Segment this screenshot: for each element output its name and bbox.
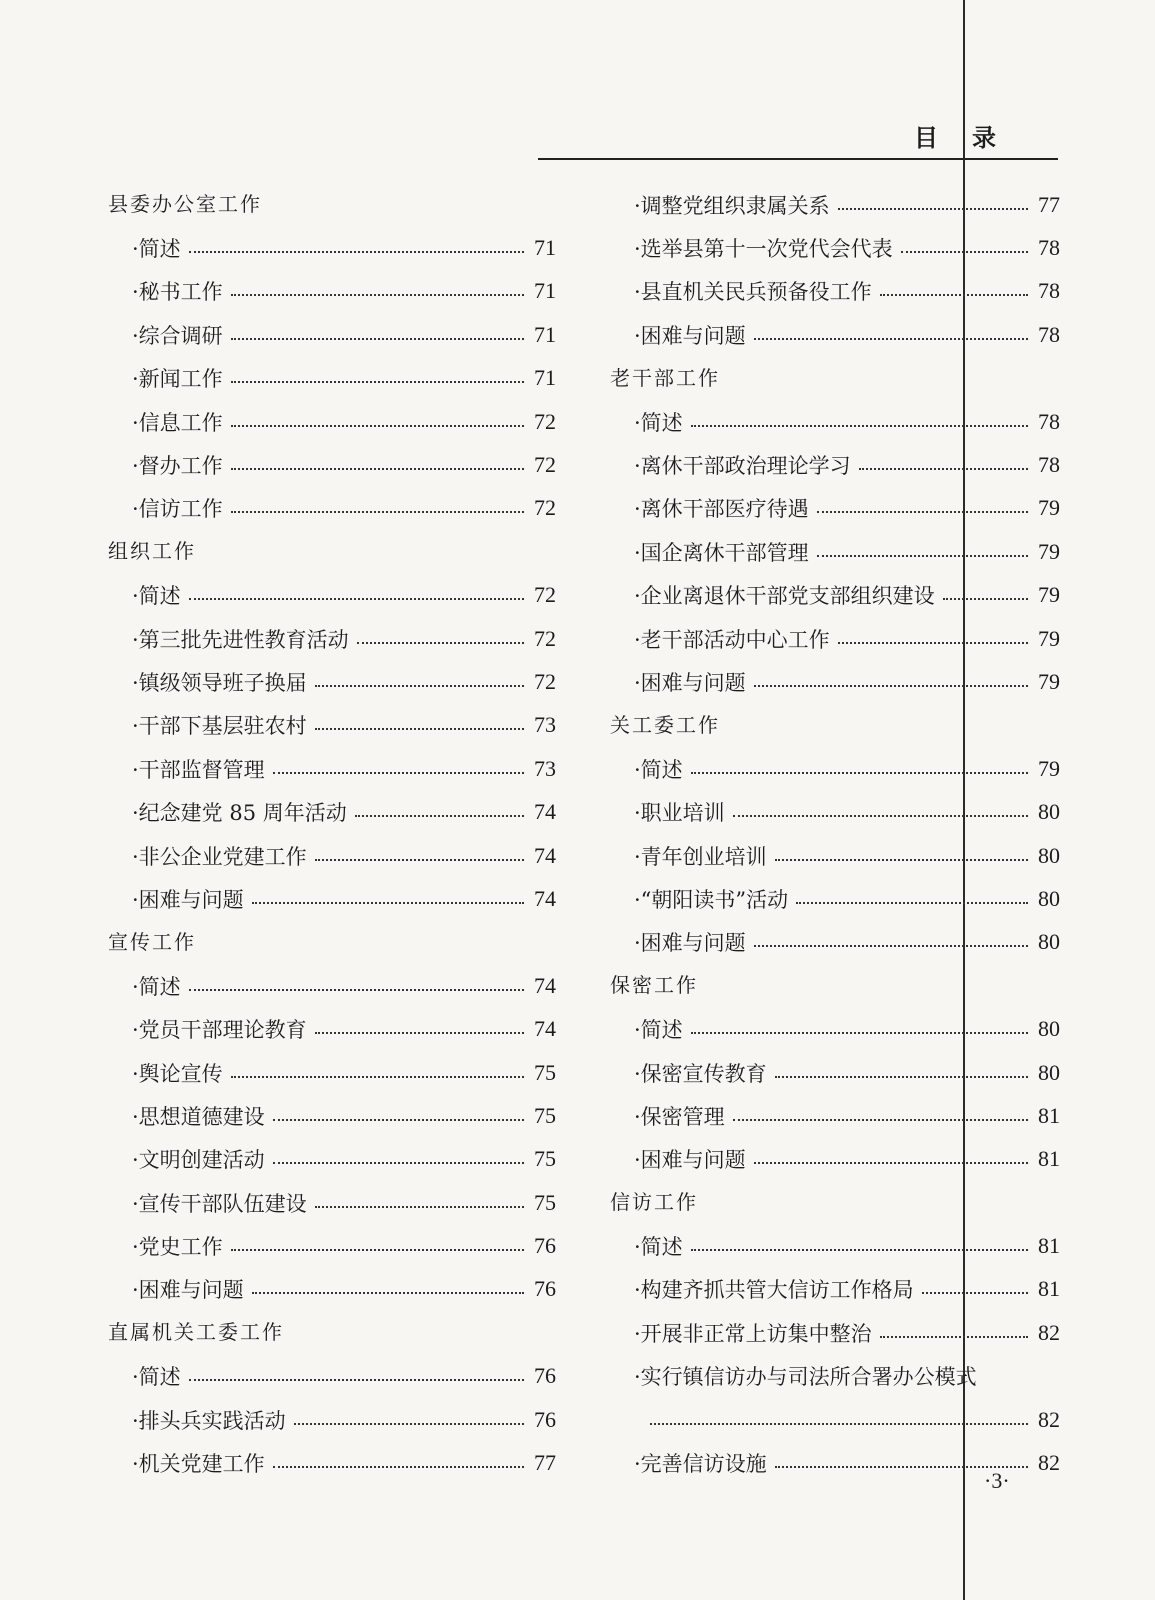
dot-leader [315,859,524,861]
entry-page-number: 74 [534,799,556,825]
toc-entry[interactable] [610,1138,1060,1181]
toc-entry[interactable] [108,357,556,400]
entry-page-number: 79 [1038,755,1060,781]
entry-title: ·舆论宣传 [132,1061,223,1086]
entry-page-number: 82 [1038,1406,1060,1432]
entry-page-number: 78 [1038,235,1060,261]
entry-title: ·机关党建工作 [132,1452,265,1477]
toc-entry[interactable] [108,834,556,877]
entry-title: ·简述 [132,237,181,262]
entry-page-number: 79 [1038,538,1060,564]
toc-entry[interactable] [108,1094,556,1137]
toc-entry[interactable] [108,270,556,313]
entry-page-number: 72 [534,668,556,694]
dot-leader [315,1206,524,1208]
toc-entry[interactable] [610,1224,1060,1267]
section-title: 直属机关工委工作 [108,1320,284,1345]
dot-leader [315,728,524,730]
toc-entry[interactable] [610,1311,1060,1354]
entry-title: ·青年创业培训 [634,844,767,869]
dot-leader [315,685,524,687]
toc-section [108,530,556,921]
entry-title: ·思想道德建设 [132,1104,265,1129]
entry-title: ·老干部活动中心工作 [634,627,830,652]
section-title: 组织工作 [108,539,196,564]
entry-title: ·督办工作 [132,454,223,479]
entry-title: ·保密管理 [634,1104,725,1129]
entry-page-number: 74 [534,972,556,998]
dot-leader [355,815,524,817]
toc-entry[interactable] [610,443,1060,486]
entry-title: ·第三批先进性教育活动 [132,627,349,652]
entry-title: ·企业离退休干部党支部组织建设 [634,584,935,609]
dot-leader [691,772,1028,774]
toc-section [610,183,1060,357]
entry-title: ·选举县第十一次党代会代表 [634,237,893,262]
entry-page-number: 73 [534,755,556,781]
toc-entry[interactable] [610,617,1060,660]
dot-leader [231,1249,524,1251]
toc-entry[interactable] [610,183,1060,226]
dot-leader [231,425,524,427]
dot-leader [838,208,1028,210]
entry-page-number: 81 [1038,1276,1060,1302]
section-title: 信访工作 [610,1189,698,1214]
dot-leader [796,902,1028,904]
dot-leader [273,1119,524,1121]
dot-leader [189,989,524,991]
toc-section [108,921,556,1312]
entry-title: ·职业培训 [634,801,725,826]
toc-entry[interactable] [108,1181,556,1224]
entry-page-number: 72 [534,495,556,521]
dot-leader [231,294,524,296]
toc-entry[interactable] [108,1138,556,1181]
entry-page-number: 79 [1038,625,1060,651]
toc-entry[interactable] [108,790,556,833]
entry-page-number: 75 [534,1146,556,1172]
entry-page-number: 79 [1038,495,1060,521]
page-number: ·3· [984,1468,1010,1493]
dot-leader [754,945,1028,947]
entry-page-number: 82 [1038,1319,1060,1345]
dot-leader [754,685,1028,687]
toc-section [108,1311,556,1485]
toc-entry[interactable] [108,704,556,747]
dot-leader [315,1032,524,1034]
dot-leader [733,1119,1028,1121]
entry-page-number: 76 [534,1233,556,1259]
toc-entry[interactable] [108,1355,556,1398]
dot-leader [922,1292,1028,1294]
dot-leader [775,859,1028,861]
entry-title: ·构建齐抓共管大信访工作格局 [634,1278,914,1303]
dot-leader [880,294,1028,296]
toc-entry[interactable] [610,270,1060,313]
toc-entry[interactable] [108,1398,556,1441]
entry-page-number: 72 [534,452,556,478]
toc-entry[interactable] [610,487,1060,530]
entry-page-number: 80 [1038,885,1060,911]
entry-title: ·离休干部政治理论学习 [634,454,851,479]
entry-title: ·困难与问题 [634,323,746,348]
dot-leader [231,511,524,513]
entry-title: ·困难与问题 [132,887,244,912]
dot-leader [691,1249,1028,1251]
entry-page-number: 80 [1038,1059,1060,1085]
entry-title: ·镇级领导班子换届 [132,670,307,695]
dot-leader [189,251,524,253]
toc-section [610,357,1060,704]
toc-entry[interactable] [108,877,556,920]
toc-entry[interactable] [610,1355,1060,1398]
entry-title: ·县直机关民兵预备役工作 [634,280,872,305]
toc-entry[interactable] [610,660,1060,703]
entry-page-number: 81 [1038,1102,1060,1128]
entry-title: ·国企离休干部管理 [634,540,809,565]
toc-entry[interactable] [610,1268,1060,1311]
entry-page-number: 74 [534,885,556,911]
toc-entry[interactable] [610,877,1060,920]
entry-page-number: 81 [1038,1233,1060,1259]
toc-entry[interactable] [108,660,556,703]
entry-title: ·宣传干部队伍建设 [132,1191,307,1216]
dot-leader [880,1336,1028,1338]
entry-title: ·秘书工作 [132,280,223,305]
toc-entry[interactable] [610,530,1060,573]
toc-entry[interactable] [610,1007,1060,1050]
dot-leader [859,468,1028,470]
entry-page-number: 75 [534,1189,556,1215]
dot-leader [231,468,524,470]
toc-entry[interactable] [610,1094,1060,1137]
entry-title: ·完善信访设施 [634,1452,767,1477]
toc-entry[interactable] [610,921,1060,964]
entry-title: ·简述 [634,1235,683,1260]
entry-title: ·党员干部理论教育 [132,1018,307,1043]
entry-page-number: 71 [534,321,556,347]
entry-page-number: 71 [534,365,556,391]
entry-title: ·“朝阳读书”活动 [634,887,789,912]
entry-page-number: 72 [534,625,556,651]
entry-page-number: 82 [1038,1450,1060,1476]
entry-title: ·综合调研 [132,323,223,348]
entry-title: ·简述 [132,1365,181,1390]
entry-title: ·开展非正常上访集中整治 [634,1321,872,1346]
toc-entry[interactable] [108,1268,556,1311]
toc-entry[interactable] [108,443,556,486]
toc-entry-continuation[interactable] [610,1398,1060,1441]
page-title: 目录 [914,123,1030,152]
toc-section [610,1181,1060,1485]
entry-title: ·非公企业党建工作 [132,844,307,869]
entry-page-number: 77 [534,1450,556,1476]
dot-leader [294,1423,524,1425]
entry-page-number: 74 [534,842,556,868]
toc-entry[interactable] [108,400,556,443]
toc-entry[interactable] [610,313,1060,356]
entry-page-number: 72 [534,408,556,434]
dot-leader [943,598,1028,600]
entry-page-number: 71 [534,235,556,261]
toc-entry[interactable] [108,1224,556,1267]
toc-entry[interactable] [108,1007,556,1050]
entry-title: ·新闻工作 [132,367,223,392]
entry-page-number: 80 [1038,1016,1060,1042]
toc-entry[interactable] [610,400,1060,443]
toc-section [610,704,1060,964]
entry-page-number: 79 [1038,582,1060,608]
entry-page-number: 74 [534,1016,556,1042]
entry-page-number: 71 [534,278,556,304]
toc-entry[interactable] [108,964,556,1007]
section-title: 保密工作 [610,973,698,998]
page-header [538,112,1058,160]
entry-page-number: 76 [534,1276,556,1302]
entry-page-number: 78 [1038,452,1060,478]
entry-title: ·简述 [634,757,683,782]
dot-leader [189,598,524,600]
entry-title: ·排头兵实践活动 [132,1408,286,1433]
dot-leader [273,1162,524,1164]
dot-leader [691,425,1028,427]
dot-leader [273,772,524,774]
toc-entry[interactable] [610,834,1060,877]
entry-page-number: 76 [534,1406,556,1432]
entry-title: ·困难与问题 [132,1278,244,1303]
entry-title: ·简述 [132,584,181,609]
toc-entry[interactable] [108,617,556,660]
entry-page-number: 80 [1038,929,1060,955]
dot-leader [838,642,1028,644]
dot-leader [754,338,1028,340]
dot-leader [252,902,524,904]
dot-leader [189,1379,524,1381]
entry-title: ·简述 [634,410,683,435]
toc-entry[interactable] [108,747,556,790]
dot-leader [691,1032,1028,1034]
section-title: 县委办公室工作 [108,192,262,216]
dot-leader [754,1162,1028,1164]
toc-entry[interactable] [108,313,556,356]
entry-page-number: 75 [534,1102,556,1128]
entry-title: ·困难与问题 [634,670,746,695]
entry-title: ·调整党组织隶属关系 [634,193,830,218]
toc-right-column [610,183,1060,1485]
entry-title: ·信息工作 [132,410,223,435]
entry-page-number: 78 [1038,321,1060,347]
dot-leader [733,815,1028,817]
entry-title: ·离休干部医疗待遇 [634,497,809,522]
toc-entry[interactable] [108,1051,556,1094]
entry-title: ·实行镇信访办与司法所合署办公模式 [634,1365,977,1390]
entry-page-number: 73 [534,712,556,738]
entry-page-number: 77 [1038,191,1060,217]
entry-page-number: 79 [1038,668,1060,694]
toc-entry[interactable] [108,1441,556,1484]
dot-leader [231,338,524,340]
toc-left-column [108,183,556,1485]
entry-title: ·简述 [132,974,181,999]
entry-title: ·文明创建活动 [132,1148,265,1173]
dot-leader [231,1076,524,1078]
dot-leader [775,1076,1028,1078]
entry-title: ·困难与问题 [634,1148,746,1173]
entry-page-number: 76 [534,1363,556,1389]
toc-section [108,183,556,530]
entry-page-number: 72 [534,582,556,608]
toc-entry[interactable] [610,747,1060,790]
entry-title: ·党史工作 [132,1235,223,1260]
toc-entry[interactable] [108,487,556,530]
toc-entry[interactable] [610,790,1060,833]
section-title: 老干部工作 [610,365,720,390]
entry-title: ·纪念建党 85 周年活动 [132,801,347,826]
toc-entry[interactable] [108,226,556,269]
dot-leader [817,511,1028,513]
entry-page-number: 80 [1038,799,1060,825]
dot-leader [650,1423,1028,1425]
toc-entry[interactable] [610,574,1060,617]
section-title: 关工委工作 [610,712,720,737]
entry-title: ·干部监督管理 [132,757,265,782]
section-title: 宣传工作 [108,929,196,954]
dot-leader [252,1292,524,1294]
entry-page-number: 81 [1038,1146,1060,1172]
entry-title: ·困难与问题 [634,931,746,956]
toc-entry[interactable] [610,1051,1060,1094]
entry-title: ·信访工作 [132,497,223,522]
entry-page-number: 78 [1038,278,1060,304]
dot-leader [357,642,524,644]
entry-page-number: 80 [1038,842,1060,868]
toc-entry[interactable] [610,226,1060,269]
entry-page-number: 75 [534,1059,556,1085]
entry-title: ·简述 [634,1018,683,1043]
dot-leader [231,381,524,383]
toc-section [610,964,1060,1181]
dot-leader [273,1466,524,1468]
dot-leader [901,251,1028,253]
entry-title: ·干部下基层驻农村 [132,714,307,739]
dot-leader [817,555,1028,557]
toc-entry[interactable] [108,574,556,617]
entry-page-number: 78 [1038,408,1060,434]
entry-title: ·保密宣传教育 [634,1061,767,1086]
